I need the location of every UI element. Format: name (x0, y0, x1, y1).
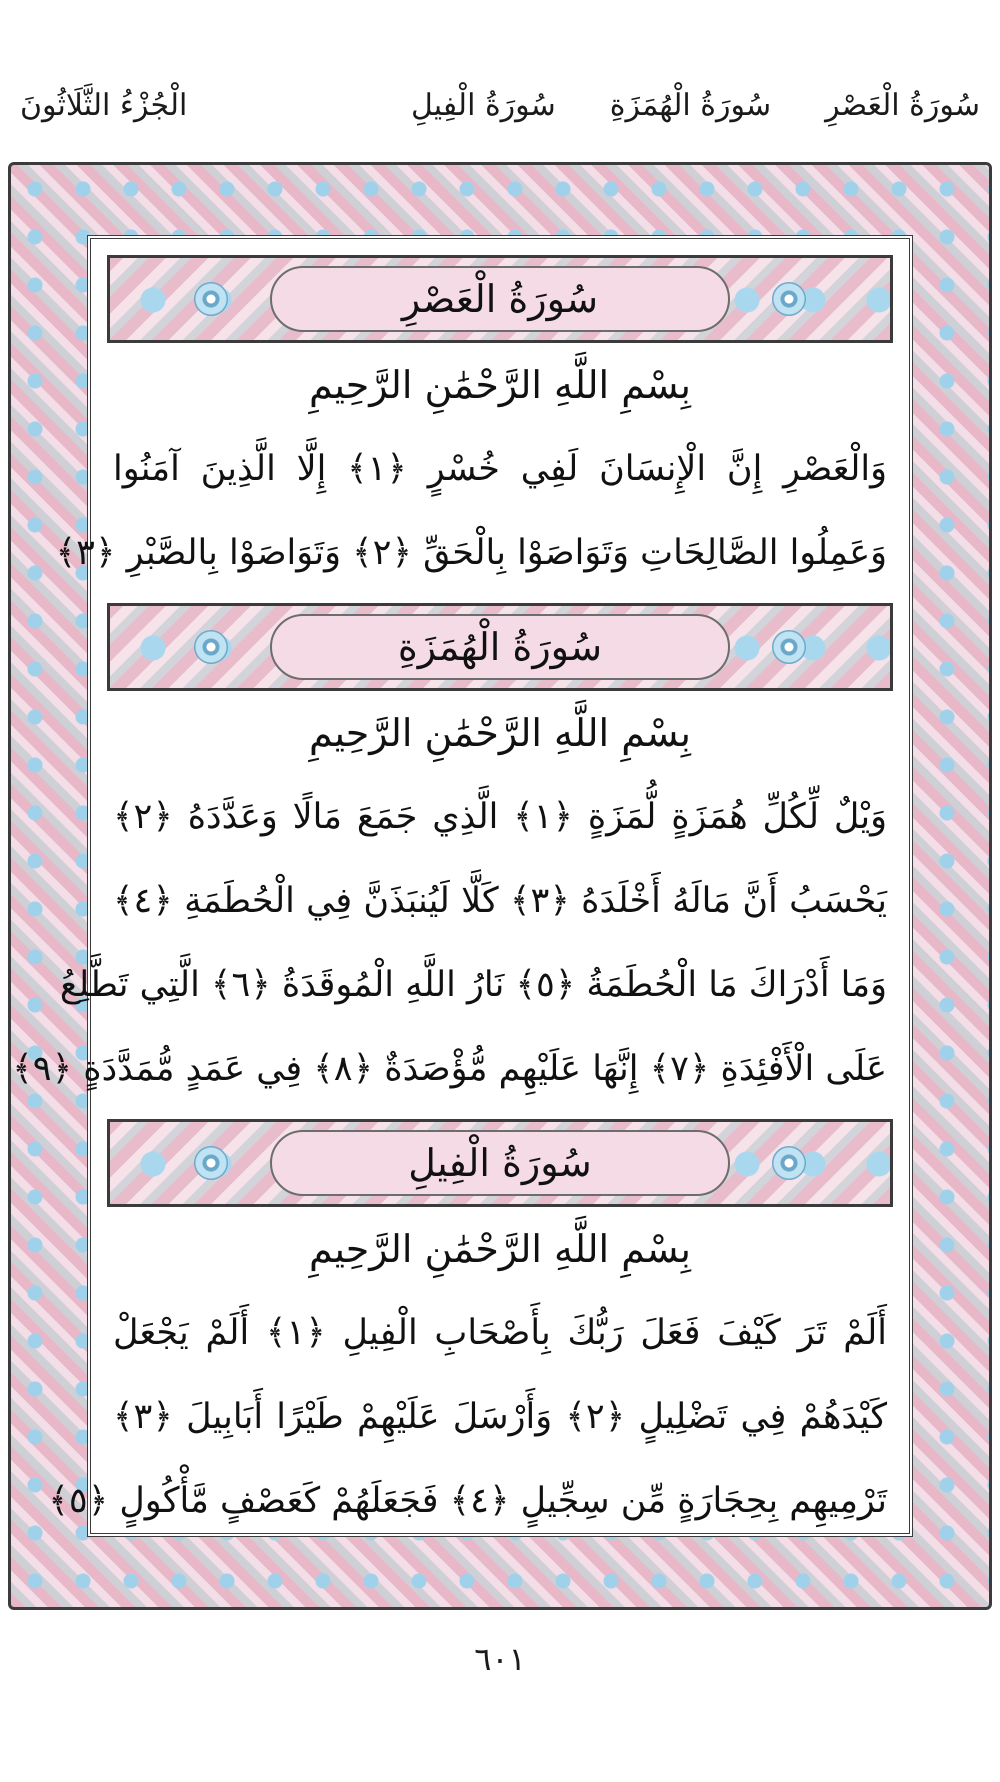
page-header (20, 88, 980, 148)
sura-title-banner (107, 1119, 893, 1207)
verse-line: عَلَى الْأَفْئِدَةِ ﴿٧﴾ إِنَّهَا عَلَيْهِم مُّؤْصَدَةٌ ﴿٨﴾ فِي عَمَدٍ مُّمَدَّدَةٍ ﴿٩﴾ (12, 1049, 887, 1089)
sura-title: سُورَةُ الْعَصْرِ (270, 266, 730, 332)
flower-ornament-icon (194, 1146, 228, 1180)
page-number: ٦٠١ (474, 1640, 526, 1678)
text-panel (12, 235, 913, 1537)
header-juz-name: الْجُزْءُ الثَّلَاثُونَ (20, 88, 188, 123)
flower-ornament-icon (194, 282, 228, 316)
verse-line: وَمَا أَدْرَاكَ مَا الْحُطَمَةُ ﴿٥﴾ نَارُ اللَّهِ الْمُوقَدَةُ ﴿٦﴾ الَّتِي تَطَّلِعُ (59, 965, 887, 1005)
flower-ornament-icon (772, 282, 806, 316)
verse-line: أَلَمْ تَرَ كَيْفَ فَعَلَ رَبُّكَ بِأَصْحَابِ الْفِيلِ ﴿١﴾ أَلَمْ يَجْعَلْ (113, 1313, 887, 1353)
ornamental-border (8, 162, 992, 1610)
header-sura-list (411, 88, 980, 123)
verse-line: تَرْمِيهِم بِحِجَارَةٍ مِّن سِجِّيلٍ ﴿٤﴾ فَجَعَلَهُمْ كَعَصْفٍ مَّأْكُولٍ ﴿٥﴾ (48, 1481, 887, 1521)
verse-line: يَحْسَبُ أَنَّ مَالَهُ أَخْلَدَهُ ﴿٣﴾ كَلَّا لَيُنبَذَنَّ فِي الْحُطَمَةِ ﴿٤﴾ (113, 881, 887, 921)
basmala: بِسْمِ اللَّهِ الرَّحْمَٰنِ الرَّحِيمِ (309, 363, 691, 407)
basmala: بِسْمِ اللَّهِ الرَّحْمَٰنِ الرَّحِيمِ (309, 1227, 691, 1271)
header-sura-name: سُورَةُ الْفِيلِ (410, 88, 556, 123)
verse-line: وَالْعَصْرِ إِنَّ الْإِنسَانَ لَفِي خُسْرٍ ﴿١﴾ إِلَّا الَّذِينَ آمَنُوا (113, 449, 887, 489)
sura-title-banner (107, 255, 893, 343)
sura-title-banner (107, 603, 893, 691)
sura-title: سُورَةُ الْفِيلِ (270, 1130, 730, 1196)
page-content (12, 255, 893, 1543)
flower-ornament-icon (772, 1146, 806, 1180)
header-sura-name: سُورَةُ الْعَصْرِ (825, 88, 980, 123)
verse-line: كَيْدَهُمْ فِي تَضْلِيلٍ ﴿٢﴾ وَأَرْسَلَ عَلَيْهِمْ طَيْرًا أَبَابِيلَ ﴿٣﴾ (113, 1397, 888, 1437)
sura-title: سُورَةُ الْهُمَزَةِ (270, 614, 730, 680)
basmala: بِسْمِ اللَّهِ الرَّحْمَٰنِ الرَّحِيمِ (309, 711, 691, 755)
header-sura-name: سُورَةُ الْهُمَزَةِ (609, 88, 772, 123)
verse-line: وَيْلٌ لِّكُلِّ هُمَزَةٍ لُّمَزَةٍ ﴿١﴾ الَّذِي جَمَعَ مَالًا وَعَدَّدَهُ ﴿٢﴾ (113, 797, 888, 837)
flower-ornament-icon (194, 630, 228, 664)
flower-ornament-icon (772, 630, 806, 664)
verse-line: وَعَمِلُوا الصَّالِحَاتِ وَتَوَاصَوْا بِالْحَقِّ ﴿٢﴾ وَتَوَاصَوْا بِالصَّبْرِ ﴿٣﴾ (55, 533, 887, 573)
